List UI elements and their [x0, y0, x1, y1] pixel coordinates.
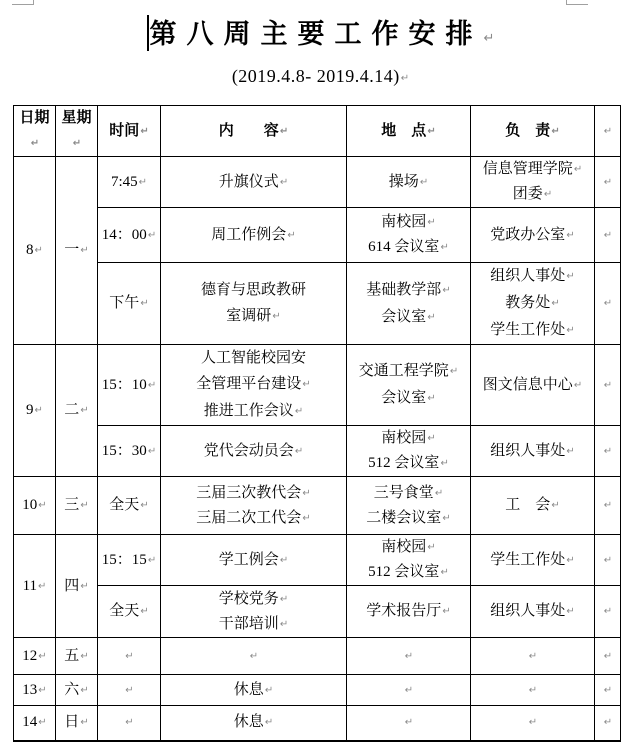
table-row	[14, 208, 621, 263]
cell-date: 13↵	[14, 675, 56, 706]
cell-mark-icon: ↵	[528, 717, 538, 729]
cell-week: 一↵	[56, 157, 98, 345]
cell-mark-icon: ↵	[427, 217, 436, 228]
cell-mark-icon: ↵	[80, 580, 89, 592]
cell-week: 日↵	[56, 706, 98, 741]
header-owner: 负 责↵	[471, 106, 595, 157]
cell-mark-icon: ↵	[34, 405, 43, 416]
page-title: 第八周主要工作安排	[149, 19, 483, 50]
cell-owner	[471, 675, 595, 706]
cell-time: 下午↵	[98, 263, 161, 345]
cell-content: 休息↵	[161, 675, 347, 706]
cell-mark-icon: ↵	[566, 229, 575, 241]
table-row	[14, 586, 621, 638]
cell-mark-icon: ↵	[140, 298, 149, 309]
cell-mark-icon: ↵	[140, 606, 149, 617]
cell-time: 15：10↵	[98, 345, 161, 426]
cell-time: 15：15↵	[98, 535, 161, 586]
cell-mark-icon: ↵	[566, 271, 575, 282]
cell-mark-icon: ↵	[38, 717, 47, 729]
cell-mark-icon: ↵	[279, 593, 289, 605]
cell-mark-icon: ↵	[287, 229, 296, 241]
cell-mark-icon: ↵	[404, 650, 414, 662]
table-row	[14, 426, 621, 477]
cell-content: 学校党务↵ 干部培训↵	[161, 586, 347, 638]
cell-mark-icon: ↵	[302, 512, 311, 524]
cell-mark-icon: ↵	[427, 542, 436, 553]
cell-mark-icon: ↵	[442, 606, 451, 617]
row-end-mark: ↵	[595, 638, 621, 675]
cell-week: 二↵	[56, 345, 98, 477]
table-row	[14, 157, 621, 208]
cell-date: 12↵	[14, 638, 56, 675]
cell-owner: 组织人事处↵	[471, 586, 595, 638]
paragraph-mark-icon: ↵	[483, 31, 495, 46]
cell-mark-icon: ↵	[138, 176, 148, 188]
row-end-mark: ↵	[595, 675, 621, 706]
cell-mark-icon: ↵	[147, 229, 157, 241]
row-end-mark: ↵	[595, 157, 621, 208]
cell-place: 操场↵	[347, 157, 471, 208]
schedule-table	[13, 105, 621, 742]
cell-mark-icon: ↵	[279, 176, 289, 188]
cell-time: 全天↵	[98, 477, 161, 535]
cell-place: 南校园↵ 614 会议室↵	[347, 208, 471, 263]
cell-owner: 组织人事处↵	[471, 426, 595, 477]
cell-week: 五↵	[56, 638, 98, 675]
cell-mark-icon: ↵	[427, 311, 436, 323]
cell-date: 10↵	[14, 477, 56, 535]
cell-owner: 信息管理学院↵ 团委↵	[471, 157, 595, 208]
cell-mark-icon: ↵	[440, 458, 449, 469]
cell-mark-icon: ↵	[30, 138, 40, 149]
cell-content: 人工智能校园安 全管理平台建设↵ 推进工作会议↵	[161, 345, 347, 426]
cell-mark-icon: ↵	[272, 311, 281, 322]
cell-content: 休息↵	[161, 706, 347, 741]
header-row	[14, 106, 621, 157]
cell-week: 三↵	[56, 477, 98, 535]
cell-mark-icon: ↵	[80, 245, 89, 256]
table-row	[14, 638, 621, 675]
cell-mark-icon: ↵	[80, 684, 89, 696]
cell-date: 8↵	[14, 157, 56, 345]
cell-owner	[471, 706, 595, 741]
cell-mark-icon: ↵	[279, 125, 289, 137]
margin-crop-mark-top-left	[12, 0, 34, 5]
cell-mark-icon: ↵	[80, 717, 89, 729]
cell-content: 党代会动员会↵	[161, 426, 347, 477]
row-end-mark: ↵	[595, 586, 621, 638]
cell-time: 全天↵	[98, 586, 161, 638]
cell-date: 14↵	[14, 706, 56, 741]
table-row	[14, 477, 621, 535]
cell-mark-icon: ↵	[551, 500, 560, 511]
cell-mark-icon: ↵	[573, 379, 583, 391]
cell-content	[161, 638, 347, 675]
margin-crop-mark-top-right	[566, 0, 588, 5]
subtitle-block	[0, 66, 641, 87]
cell-mark-icon: ↵	[147, 379, 157, 391]
cell-mark-icon: ↵	[302, 487, 311, 499]
cell-mark-icon: ↵	[34, 245, 43, 256]
header-time: 时间↵	[98, 106, 161, 157]
cell-mark-icon: ↵	[551, 298, 560, 309]
cell-owner: 工 会↵	[471, 477, 595, 535]
cell-mark-icon: ↵	[440, 242, 449, 253]
cell-owner: 图文信息中心↵	[471, 345, 595, 426]
cell-time: 15：30↵	[98, 426, 161, 477]
cell-mark-icon: ↵	[551, 125, 560, 137]
cell-mark-icon: ↵	[264, 684, 274, 696]
cell-mark-icon: ↵	[279, 618, 289, 630]
table-row	[14, 675, 621, 706]
cell-mark-icon: ↵	[38, 580, 47, 592]
text-cursor	[147, 15, 149, 51]
cell-mark-icon: ↵	[528, 650, 538, 662]
row-end-mark: ↵	[595, 345, 621, 426]
cell-place	[347, 638, 471, 675]
cell-mark-icon: ↵	[140, 125, 149, 137]
cell-mark-icon: ↵	[427, 393, 436, 404]
cell-date: 11↵	[14, 535, 56, 638]
cell-mark-icon: ↵	[294, 445, 304, 457]
header-place: 地 点↵	[347, 106, 471, 157]
cell-week: 四↵	[56, 535, 98, 638]
cell-owner: 组织人事处↵ 教务处↵ 学生工作处↵	[471, 263, 595, 345]
cell-mark-icon: ↵	[302, 379, 311, 390]
cell-owner: 党政办公室↵	[471, 208, 595, 263]
cell-place: 交通工程学院↵ 会议室↵	[347, 345, 471, 426]
cell-place: 基础教学部↵ 会议室↵	[347, 263, 471, 345]
cell-mark-icon: ↵	[404, 684, 414, 696]
cell-content: 三届三次教代会↵ 三届二次工代会↵	[161, 477, 347, 535]
table-row	[14, 706, 621, 741]
cell-mark-icon: ↵	[449, 366, 459, 377]
cell-mark-icon: ↵	[294, 406, 304, 417]
table-row	[14, 535, 621, 586]
cell-mark-icon: ↵	[404, 717, 414, 729]
cell-content: 学工例会↵	[161, 535, 347, 586]
cell-mark-icon: ↵	[427, 125, 436, 137]
date-range: (2019.4.8- 2019.4.14)	[231, 66, 400, 86]
cell-mark-icon: ↵	[125, 650, 134, 662]
cell-mark-icon: ↵	[125, 684, 134, 696]
table-row	[14, 345, 621, 426]
cell-mark-icon: ↵	[427, 433, 436, 444]
title-block	[0, 12, 641, 51]
cell-mark-icon: ↵	[80, 405, 89, 416]
cell-mark-icon: ↵	[125, 717, 134, 729]
cell-mark-icon: ↵	[528, 684, 538, 696]
header-date: 日期↵	[14, 106, 56, 157]
cell-date: 9↵	[14, 345, 56, 477]
cell-mark-icon: ↵	[566, 445, 575, 457]
cell-mark-icon: ↵	[38, 684, 47, 696]
cell-place: 三号食堂↵ 二楼会议室↵	[347, 477, 471, 535]
cell-mark-icon: ↵	[140, 500, 149, 511]
cell-week: 六↵	[56, 675, 98, 706]
cell-mark-icon: ↵	[566, 325, 575, 336]
cell-mark-icon: ↵	[279, 554, 289, 566]
cell-owner	[471, 638, 595, 675]
cell-mark-icon: ↵	[566, 606, 575, 617]
cell-time	[98, 675, 161, 706]
cell-mark-icon: ↵	[543, 189, 553, 200]
cell-content: 周工作例会↵	[161, 208, 347, 263]
cell-mark-icon: ↵	[38, 500, 47, 511]
cell-place	[347, 675, 471, 706]
cell-mark-icon: ↵	[573, 164, 583, 175]
cell-mark-icon: ↵	[434, 487, 444, 499]
row-end-mark: ↵	[595, 426, 621, 477]
table-row	[14, 263, 621, 345]
cell-time	[98, 706, 161, 741]
cell-mark-icon: ↵	[566, 554, 575, 566]
row-end-mark: ↵	[595, 706, 621, 741]
cell-mark-icon: ↵	[419, 176, 429, 188]
row-end-mark: ↵	[595, 106, 621, 157]
cell-time: 14：00↵	[98, 208, 161, 263]
cell-mark-icon: ↵	[440, 567, 449, 578]
cell-owner: 学生工作处↵	[471, 535, 595, 586]
cell-time	[98, 638, 161, 675]
paragraph-mark-icon: ↵	[400, 73, 410, 84]
cell-mark-icon: ↵	[147, 554, 157, 566]
cell-place	[347, 706, 471, 741]
row-end-mark: ↵	[595, 263, 621, 345]
row-end-mark: ↵	[595, 477, 621, 535]
header-week: 星期↵	[56, 106, 98, 157]
cell-place: 南校园↵ 512 会议室↵	[347, 426, 471, 477]
cell-content: 德育与思政教研 室调研↵	[161, 263, 347, 345]
cell-mark-icon: ↵	[442, 284, 451, 296]
cell-mark-icon: ↵	[72, 138, 82, 149]
cell-place: 学术报告厅↵	[347, 586, 471, 638]
header-content: 内 容↵	[161, 106, 347, 157]
row-end-mark: ↵	[595, 208, 621, 263]
cell-mark-icon: ↵	[442, 512, 451, 524]
cell-mark-icon: ↵	[264, 717, 274, 729]
cell-mark-icon: ↵	[249, 650, 259, 662]
cell-mark-icon: ↵	[38, 650, 47, 662]
cell-mark-icon: ↵	[147, 445, 157, 457]
cell-content: 升旗仪式↵	[161, 157, 347, 208]
row-end-mark: ↵	[595, 535, 621, 586]
cell-place: 南校园↵ 512 会议室↵	[347, 535, 471, 586]
cell-time: 7:45↵	[98, 157, 161, 208]
cell-mark-icon: ↵	[80, 650, 89, 662]
cell-mark-icon: ↵	[80, 500, 89, 511]
